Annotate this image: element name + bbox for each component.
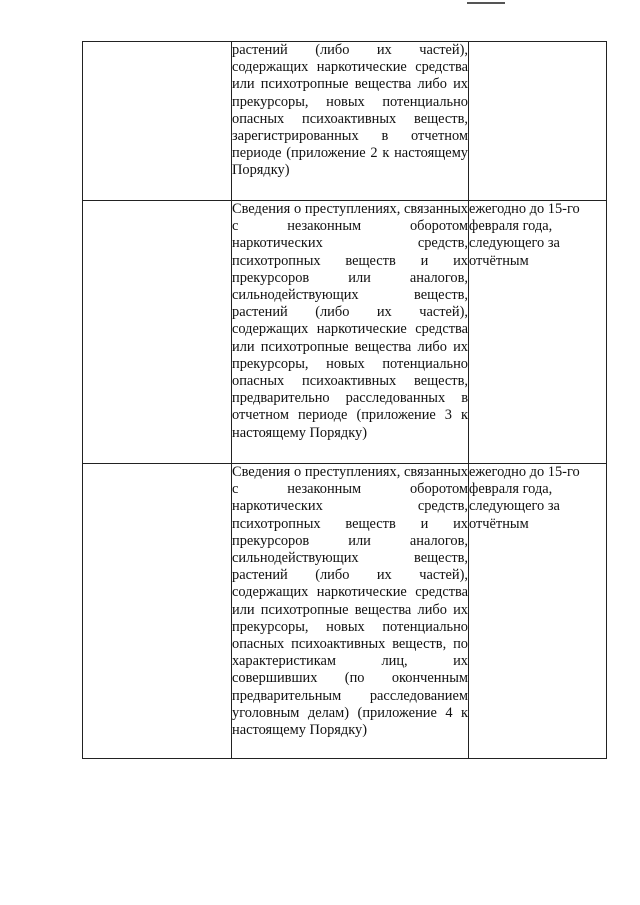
top-edge-mark [467,2,505,4]
reporting-table [82,41,607,759]
deadline-cell [469,42,607,201]
deadline-cell: ежегодно до 15-го февраля года, следующего за отчётным [469,464,607,759]
table-row [83,42,607,201]
table-row [83,464,607,759]
deadline-cell: ежегодно до 15-го февраля года, следующего за отчётным [469,201,607,464]
table-row [83,201,607,464]
report-description-cell: растений (либо их частей), содержащих наркотические средства или психотропные вещества либо их прекурсоры, новых потенциально опасных психоактивных веществ, зарегистрированных в отчетном периоде (приложение 2 к настоящему Порядку) [232,42,469,201]
report-description-cell: Сведения о преступлениях, связанных с незаконным оборотом наркотических средств, психотропных веществ и их прекурсоров или аналогов, сильнодействующих веществ, растений (либо их частей), содержащих наркотические средства или психотропные вещества либо их прекурсоры, новых потенциально опасных психоактивных веществ, предварительно расследованных в отчетном периоде (приложение 3 к настоящему Порядку) [232,201,469,464]
report-description-cell: Сведения о преступлениях, связанных с незаконным оборотом наркотических средств, психотропных веществ и их прекурсоров или аналогов, сильнодействующих веществ, растений (либо их частей), содержащих наркотические средства или психотропные вещества либо их прекурсоры, новых потенциально опасных психоактивных веществ, по характеристикам лиц, их совершивших (по оконченным предварительным расследованием уголовным делам) (приложение 4 к настоящему Порядку) [232,464,469,759]
row-number-cell [83,42,232,201]
row-number-cell [83,201,232,464]
row-number-cell [83,464,232,759]
